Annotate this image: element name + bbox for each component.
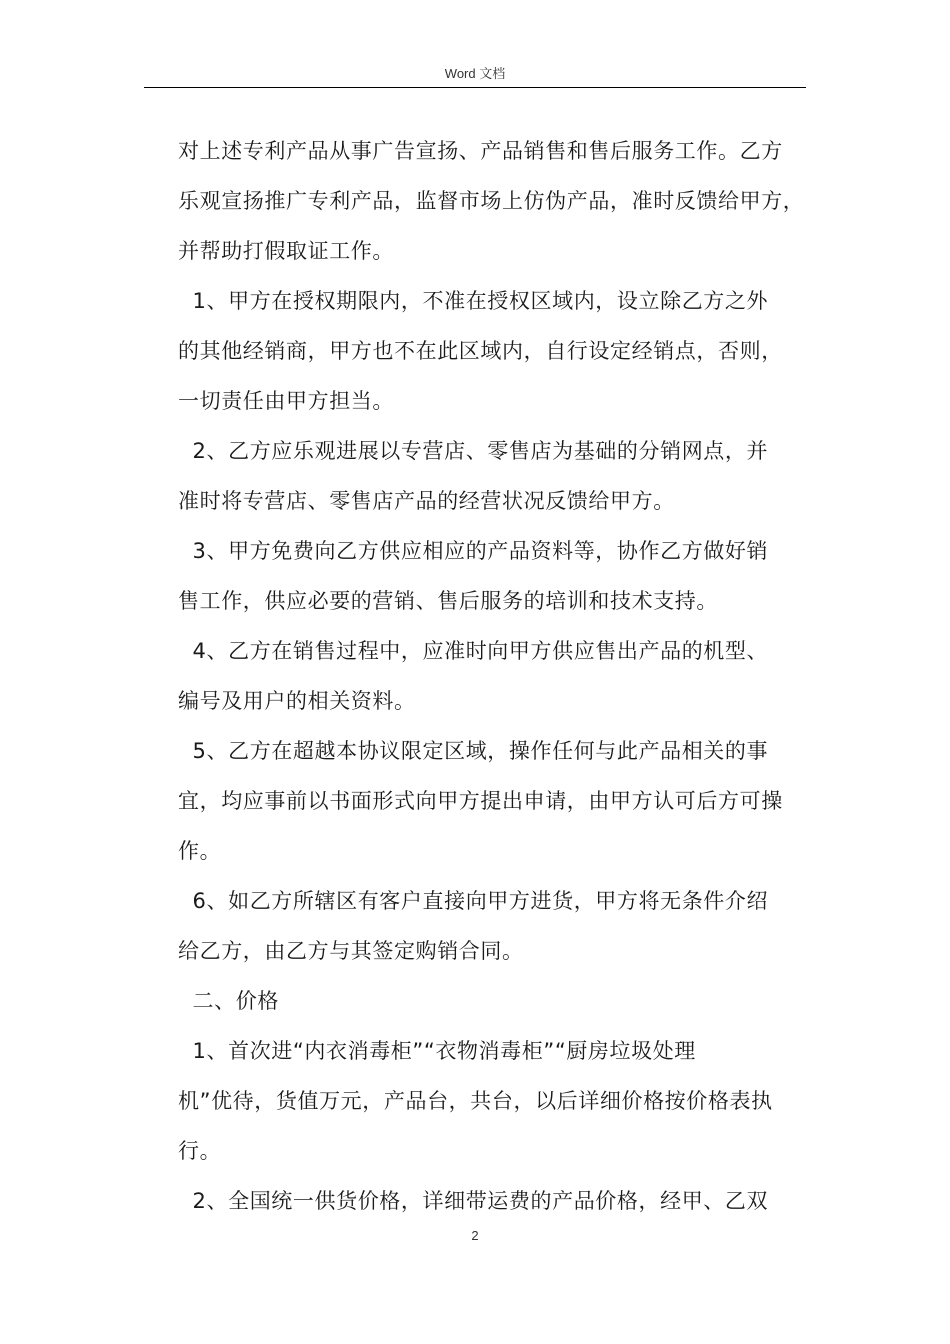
- text-line: 编号及用户的相关资料。: [178, 689, 416, 713]
- page-number: 2: [471, 1228, 479, 1243]
- text-line: 准时将专营店、零售店产品的经营状况反馈给甲方。: [178, 489, 675, 513]
- text-line: 1、首次进“内衣消毒柜”“衣物消毒柜”“厨房垃圾处理: [178, 1039, 696, 1063]
- text-line: 6、如乙方所辖区有客户直接向甲方进货，甲方将无条件介绍: [178, 889, 769, 913]
- text-line: 5、乙方在超越本协议限定区域，操作任何与此产品相关的事: [178, 739, 769, 763]
- text-line: 售工作，供应必要的营销、售后服务的培训和技术支持。: [178, 589, 718, 613]
- text-line: 并帮助打假取证工作。: [178, 239, 394, 263]
- text-line: 机”优待，货值万元，产品台，共台，以后详细价格按价格表执: [178, 1089, 773, 1113]
- text-line: 4、乙方在销售过程中，应准时向甲方供应售出产品的机型、: [178, 639, 769, 663]
- page-header: Word 文档: [444, 66, 506, 81]
- document-body: [178, 126, 818, 1226]
- text-line: 的其他经销商，甲方也不在此区域内，自行设定经销点，否则，: [178, 339, 783, 363]
- text-line: 一切责任由甲方担当。: [178, 389, 394, 413]
- text-line: 给乙方，由乙方与其签定购销合同。: [178, 939, 524, 963]
- text-line: 对上述专利产品从事广告宣扬、产品销售和售后服务工作。乙方: [178, 139, 783, 163]
- text-line: 2、全国统一供货价格，详细带运费的产品价格，经甲、乙双: [178, 1189, 769, 1213]
- text-line: 1、甲方在授权期限内，不准在授权区域内，设立除乙方之外: [178, 289, 769, 313]
- header-divider: [144, 87, 806, 88]
- section-heading: 二、价格: [178, 989, 279, 1013]
- text-line: 行。: [178, 1139, 222, 1163]
- text-line: 作。: [178, 839, 222, 863]
- text-line: 宜，均应事前以书面形式向甲方提出申请，由甲方认可后方可操: [178, 789, 783, 813]
- text-line: 2、乙方应乐观进展以专营店、零售店为基础的分销网点，并: [178, 439, 769, 463]
- text-line: 乐观宣扬推广专利产品，监督市场上仿伪产品，准时反馈给甲方，: [178, 189, 805, 213]
- text-line: 3、甲方免费向乙方供应相应的产品资料等，协作乙方做好销: [178, 539, 769, 563]
